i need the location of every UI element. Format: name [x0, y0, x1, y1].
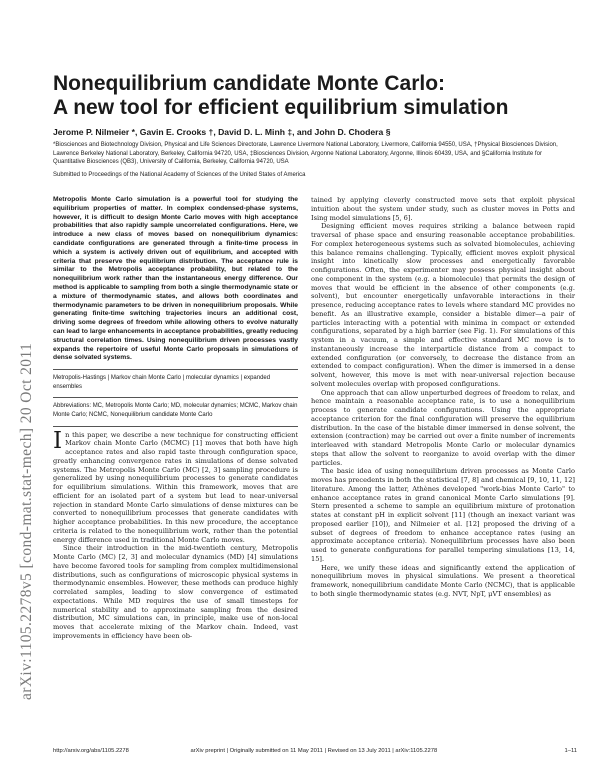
affiliations: *Biosciences and Biotechnology Division, Physical and Life Sciences Directorate, Lawrence Livermore National Laboratory, Livermore, California 94550, USA, †Physical Biosciences Division, Lawrence Berkeley National Laboratory, Berkeley, California 94720, USA, ‡Biosciences Division, Argonne National Laboratory, Argonne, Illinois 60439, USA, and §California Institute for Quantitative Biosciences (QB3), University of California, Berkeley, California 94720, USA	[53, 142, 558, 166]
submission-note: Submitted to Proceedings of the National Academy of Sciences of the United States of America	[53, 172, 306, 178]
abbreviations: Abbreviations: MC, Metropolis Monte Carlo; MD, molecular dynamics; MCMC, Markov chain Monte Carlo; NCMC, Nonequilibrium candidate Monte Carlo	[53, 403, 298, 418]
paragraph: Here, we unify these ideas and significantly extend the application of nonequilibrium moves in physical simulations. We present a theoretical framework, nonequilibrium candidate Monte Carlo (NCMC), that is applicable to both single thermodynamic states (e.g. NVT, NpT, μVT ensembles) as	[311, 563, 575, 598]
divider	[53, 397, 298, 398]
title-line-2: A new tool for efficient equilibrium simulation	[53, 96, 509, 119]
page-number: 1–11	[564, 748, 577, 754]
left-column	[53, 196, 298, 641]
paragraph: tained by applying cleverly constructed move sets that exploit physical intuition about the system under study, such as cluster moves in Potts and Ising model simulations [5, 6].	[311, 196, 575, 222]
right-column	[311, 196, 575, 599]
title-line-1: Nonequilibrium candidate Monte Carlo:	[53, 72, 446, 95]
authors: Jerome P. Nilmeier *, Gavin E. Crooks †, David D. L. Minh ‡, and John D. Chodera §	[53, 127, 391, 137]
page-footer	[53, 748, 577, 754]
footer-url[interactable]: http://arxiv.org/abs/1105.2278	[53, 748, 129, 754]
intro-paragraph	[53, 427, 298, 545]
divider	[53, 369, 298, 370]
footer-center: arXiv preprint | Originally submitted on 11 May 2011 | Revised on 13 July 2011 | arXiv:1105.2278	[190, 748, 438, 754]
paper-title	[53, 72, 573, 120]
keywords: Metropolis-Hastings | Markov chain Monte Carlo | molecular dynamics | expanded ensembles	[53, 375, 271, 390]
paragraph: One approach that can allow unperturbed degrees of freedom to relax, and hence maintain a reasonable acceptance rate, is to use a nonequilibrium process to generate candidate configurations. Using the appropriate acceptance criterion for the final configuration will preserve the equilibrium distribution. In the case of the bistable dimer immersed in dense solvent, the extension (contraction) may be carried out over a finite number of increments interleaved with standard Metropolis Monte Carlo or molecular dynamics steps that allow the solvent to reorganize to avoid overlap with the dimer particles.	[311, 388, 575, 467]
paragraph: The basic idea of using nonequilibrium driven processes as Monte Carlo moves has precedents in both the statistical [7, 8] and chemical [9, 10, 11, 12] literature. Among the latter, Athènes developed "work-bias Monte Carlo" to enhance acceptance rates in grand canonical Monte Carlo simulations [9]. Stern presented a scheme to sample an equilibrium mixture of protonation states at constant pH in explicit solvent [11] (though an inexact variant was proposed earlier [10]), and Nilmeier et al. [12] proposed the driving of a subset of degrees of freedom to enhance acceptance rates (using an approximate acceptance criteria). Nonequilibrium processes have also been used to generate configurations for parallel tempering simulations [13, 14, 15].	[311, 467, 575, 563]
paragraph: Designing efficient moves requires striking a balance between rapid traversal of phase space and ensuring reasonable acceptance probabilities. For complex heterogeneous systems such as solvated biomolecules, achieving this balance remains challenging. Typically, efficient moves exploit physical insight into kinetically slow processes and energetically favorable configurations. Often, the experimenter may possess physical insight about one component in the system (e.g. a biomolecule) that permits the design of moves that would be efficient in the absence of other components (e.g. solvent), but encounter energetically unfavorable interactions in their presence, reducing acceptance rates to levels where standard MC provides no benefit. As an illustrative example, consider a bistable dimer—a pair of particles interacting with a potential with minima in compact or extended configurations, separated by a high barrier (see Fig. 1). For simulations of this system in a vacuum, a simple and effective standard MC move is to instantaneously increase the interparticle distance from a compact to extended configuration (or conversely, to decrease the distance from an extended to compact configuration). When the dimer is immersed in a dense solvent, however, this move is met with near-universal rejection because solvent molecules overlap with proposed configurations.	[311, 222, 575, 388]
drop-cap: I	[53, 427, 63, 454]
paragraph: Since their introduction in the mid-twentieth century, Metropolis Monte Carlo (MC) [2, 3] and molecular dynamics (MD) [4] simulations have become favored tools for sampling from complex multidimensional distributions, such as configurations of microscopic physical systems in thermodynamic ensembles. However, these methods can produce highly correlated samples, leading to slow convergence of estimated expectations. While MD requires the use of small timesteps for numerical stability and to approximate sampling from the desired distribution, MC simulations can, in principle, make use of non-local moves that accelerate mixing of the Markov chain. Indeed, vast improvements in efficiency have been ob-	[53, 544, 298, 640]
arxiv-side-label: arXiv:1105.2278v5 [cond-mat.stat-mech] 20 Oct 2011	[18, 342, 35, 700]
abstract: Metropolis Monte Carlo simulation is a powerful tool for studying the equilibrium properties of matter. In complex condensed-phase systems, however, it is difficult to design Monte Carlo moves with high acceptance probabilities that also rapidly sample uncorrelated configurations. Here, we introduce a new class of moves based on nonequilibrium dynamics: candidate configurations are generated through a finite-time process in which a system is actively driven out of equilibrium, and accepted with criteria that preserve the equilibrium distribution. The acceptance rule is similar to the Metropolis acceptance probability, but related to the nonequilibrium work rather than the instantaneous energy difference. Our method is applicable to sampling from both a single thermodynamic state or a mixture of thermodynamic states, and allows both coordinates and thermodynamic parameters to be driven in nonequilibrium proposals. While generating finite-time switching trajectories incurs an additional cost, driving some degrees of freedom while allowing others to evolve naturally can lead to large enhancements in acceptance probabilities, greatly reducing structural correlation times. Using nonequilibrium driven processes vastly expands the repertoire of useful Monte Carlo proposals in simulations of dense solvated systems.	[53, 196, 298, 362]
divider	[53, 426, 298, 427]
intro-text: n this paper, we describe a new technique for constructing efficient Markov chain Monte Carlo (MCMC) [1] moves that both have high acceptance rates and also rapid taste through configuration space, greatly enhancing convergence rates in simulations of dense solvated systems. The Metropolis Monte Carlo (MC) [2, 3] sampling procedure is generalized by using nonequilibrium processes to generate candidates for equilibrium simulations. Within this framework, moves that are efficient for an isolated part of a system but lead to near-universal rejection in standard Monte Carlo simulations of dense mixtures can be converted to nonequilibrium processes that generate candidates with higher acceptance probabilities. In this new procedure, the acceptance criteria is related to the nonequilibrium work, rather than the potential energy difference used in traditional Monte Carlo moves.	[53, 430, 298, 544]
